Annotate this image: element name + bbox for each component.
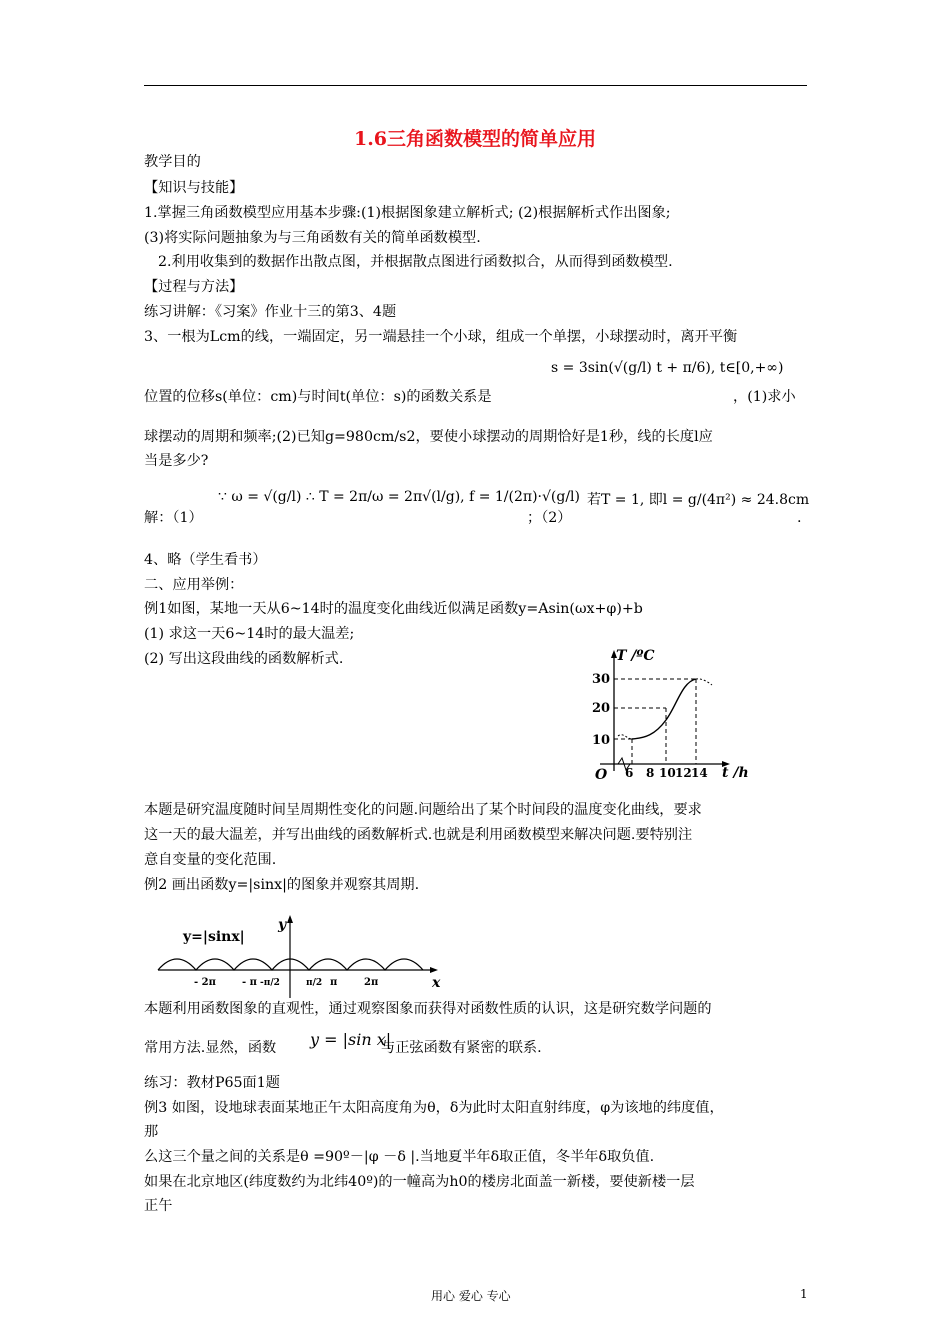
text-line: 正午 (144, 1198, 173, 1214)
temp-origin: O (595, 767, 608, 783)
text-line: 教学目的 (144, 154, 201, 170)
text-line: 本题利用函数图象的直观性，通过观察图象而获得对函数性质的认识，这是研究数学问题的 (144, 1001, 712, 1017)
text-line: 常用方法.显然，函数 (144, 1040, 277, 1056)
temp-y-axis-label: T /ºC (616, 648, 655, 664)
abs-sine-tick: - π (242, 977, 257, 988)
text-line: 例2 画出函数y=|sinx|的图象并观察其周期. (144, 877, 420, 893)
abs-sine-tick: π (330, 977, 338, 988)
text-line: . (797, 510, 802, 526)
text-line: ，(1)求小 (733, 389, 796, 405)
text-line: 意自变量的变化范围. (144, 852, 277, 868)
temp-y-tick: 20 (592, 701, 611, 716)
text-line: ；（2） (527, 510, 572, 526)
pendulum-formula: s = 3sin(√(g/l) t + π/6), t∈[0,+∞) (551, 360, 784, 376)
solution1-formula: ∵ ω = √(g/l) ∴ T = 2π/ω = 2π√(l/g), f = 1/(2π)·√(g/l) (218, 489, 580, 505)
abs-sine-x-label: x (432, 975, 441, 991)
abs-sine-formula: y = |sin x| (310, 1030, 392, 1049)
abs-sine-tick: π/2 (306, 978, 323, 988)
text-line: 例1如图，某地一天从6~14时的温度变化曲线近似满足函数y=Asin(ωx+φ)+b (144, 601, 643, 617)
text-line: 练习：教材P65面1题 (144, 1075, 280, 1091)
text-line: 练习讲解：《习案》作业十三的第3、4题 (144, 304, 397, 320)
temperature-chart (570, 640, 750, 785)
text-line: 解：（1） (144, 510, 203, 526)
text-line: 2.利用收集到的数据作出散点图，并根据散点图进行函数拟合，从而得到函数模型. (158, 254, 673, 270)
temp-x-tick: 14 (691, 766, 708, 780)
text-line: 【知识与技能】 (144, 180, 244, 196)
text-line: (2) 写出这段曲线的函数解析式. (144, 651, 344, 667)
text-line: 这一天的最大温差，并写出曲线的函数解析式.也就是利用函数模型来解决问题.要特别注 (144, 827, 693, 843)
abs-sine-tick: -π/2 (260, 978, 280, 988)
page-title: 1.6三角函数模型的简单应用 (353, 128, 597, 150)
text-line: (1) 求这一天6~14时的最大温差; (144, 626, 355, 642)
temp-y-tick: 30 (592, 672, 611, 687)
abs-sine-y-label: y (278, 917, 287, 933)
temp-x-axis-label: t /h (722, 765, 749, 781)
abs-sine-chart (150, 910, 450, 1002)
abs-sine-label: y=|sinx| (183, 929, 245, 945)
text-line: 例3 如图，设地球表面某地正午太阳高度角为θ，δ为此时太阳直射纬度，φ为该地的纬度值， (144, 1100, 724, 1116)
text-line: 1.掌握三角函数模型应用基本步骤:(1)根据图象建立解析式; (2)根据解析式作出图象; (144, 205, 671, 221)
text-line: 本题是研究温度随时间呈周期性变化的问题.问题给出了某个时间段的温度变化曲线，要求 (144, 802, 702, 818)
temp-x-tick: 10 (659, 766, 676, 780)
temp-x-tick: 12 (675, 766, 692, 780)
footer-slogan: 用心 爱心 专心 (431, 1289, 511, 1303)
abs-sine-tick: 2π (364, 977, 379, 988)
text-line: 位置的位移s(单位：cm)与时间t(单位：s)的函数关系是 (144, 389, 492, 405)
text-line: 【过程与方法】 (144, 279, 244, 295)
text-line: 当是多少? (144, 453, 209, 469)
text-line: 3、一根为Lcm的线，一端固定，另一端悬挂一个小球，组成一个单摆，小球摆动时，离开平衡 (144, 329, 738, 345)
text-line: 么这三个量之间的关系是θ =90º－|φ －δ |.当地夏半年δ取正值，冬半年δ取负值. (144, 1149, 655, 1165)
text-line: 与正弦函数有紧密的联系. (381, 1040, 542, 1056)
temp-x-tick: 8 (646, 766, 655, 780)
text-line: 4、略（学生看书） (144, 552, 267, 568)
temp-y-tick: 10 (592, 733, 611, 748)
page-number: 1 (800, 1287, 808, 1301)
text-line: (3)将实际问题抽象为与三角函数有关的简单函数模型. (144, 230, 481, 246)
text-line: 二、应用举例： (144, 577, 244, 593)
solution2-formula: 若T = 1, 即l = g/(4π²) ≈ 24.8cm (587, 492, 810, 508)
header-rule (144, 85, 807, 86)
text-line: 那 (144, 1124, 159, 1140)
text-line: 球摆动的周期和频率;(2)已知g=980cm/s2，要使小球摆动的周期恰好是1秒，线的长度l应 (144, 429, 713, 445)
temp-x-tick: 6 (625, 766, 634, 780)
text-line: 如果在北京地区(纬度数约为北纬40º)的一幢高为h0的楼房北面盖一新楼，要使新楼一层 (144, 1174, 695, 1190)
abs-sine-tick: - 2π (194, 977, 216, 988)
